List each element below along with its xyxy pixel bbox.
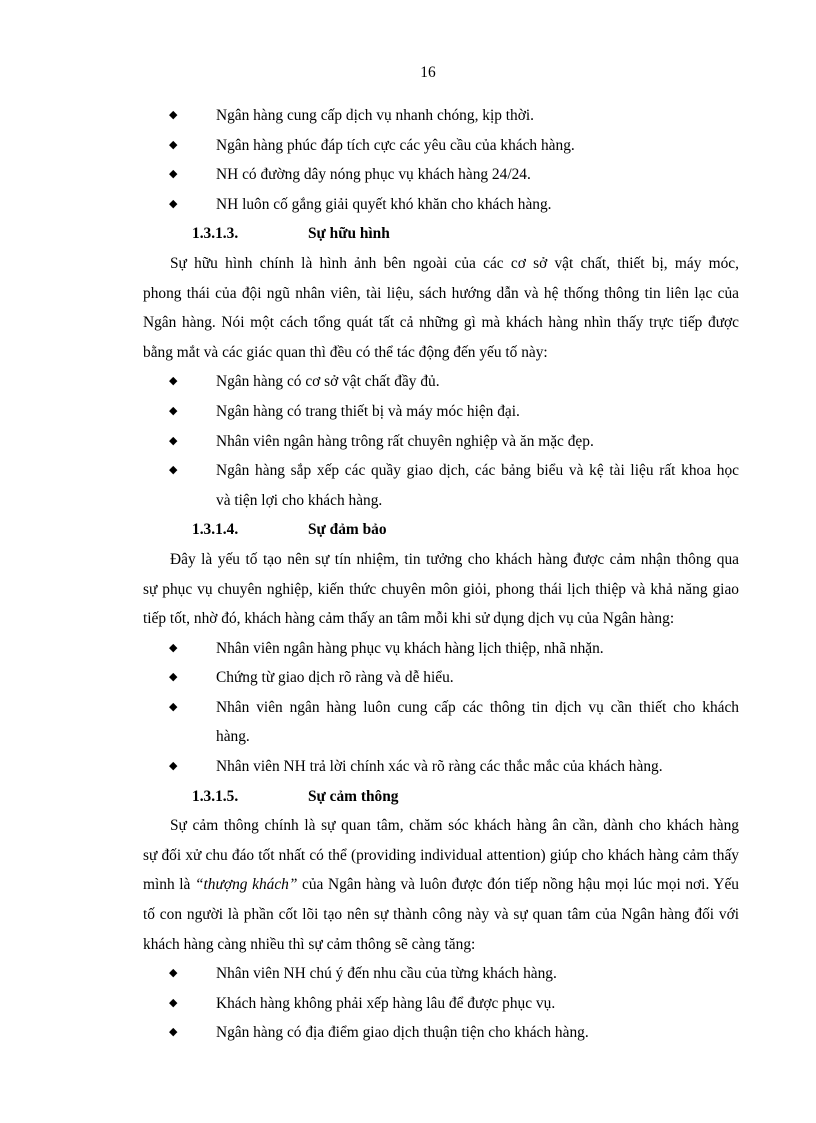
list-item: ◆ Ngân hàng cung cấp dịch vụ nhanh chóng, kịp thời.: [143, 101, 739, 131]
diamond-bullet-icon: ◆: [169, 760, 178, 773]
diamond-bullet-icon: ◆: [169, 996, 178, 1009]
diamond-bullet-icon: ◆: [169, 168, 178, 181]
list-item: ◆ Nhân viên NH chú ý đến nhu cầu của từng khách hàng.: [143, 959, 739, 989]
paragraph: Sự cảm thông chính là sự quan tâm, chăm sóc khách hàng ân cần, dành cho khách hàng sự đối xử chu đáo tốt nhất có thể (providing individual attention) giúp cho khách hàng cảm thấy mình là “thượng khách” của Ngân hàng và luôn được đón tiếp nồng hậu mọi lúc mọi nơi. Yếu tố con người là phần cốt lõi tạo nên sự thành công này và sự quan tâm của Ngân hàng đối với khách hàng càng nhiều thì sự cảm thông sẽ càng tăng:: [143, 817, 739, 953]
diamond-bullet-icon: ◆: [169, 375, 178, 388]
list-item: ◆ Ngân hàng có cơ sở vật chất đầy đủ.: [143, 367, 739, 397]
section-title: Sự hữu hình: [308, 225, 390, 243]
section-heading: [143, 219, 739, 249]
diamond-bullet-icon: ◆: [169, 1026, 178, 1039]
diamond-bullet-icon: ◆: [169, 138, 178, 151]
diamond-bullet-icon: ◆: [169, 404, 178, 417]
page-number: 16: [420, 64, 436, 81]
diamond-bullet-icon: ◆: [169, 109, 178, 121]
italic-phrase: “thượng khách”: [194, 876, 298, 894]
section-title: Sự đảm bảo: [308, 521, 387, 539]
list-item: ◆ NH luôn cố gắng giải quyết khó khăn cho khách hàng.: [143, 190, 739, 220]
section-number: 1.3.1.4.: [192, 521, 239, 539]
diamond-bullet-icon: ◆: [169, 700, 178, 713]
list-item: ◆ Ngân hàng phúc đáp tích cực các yêu cầu của khách hàng.: [143, 131, 739, 161]
diamond-bullet-icon: ◆: [169, 967, 178, 980]
page-content: [143, 101, 739, 1048]
section-heading: [143, 782, 739, 812]
list-item: ◆ Chứng từ giao dịch rõ ràng và dễ hiểu.: [143, 663, 739, 693]
section-title: Sự cảm thông: [308, 787, 399, 805]
diamond-bullet-icon: ◆: [169, 464, 178, 477]
diamond-bullet-icon: ◆: [169, 671, 178, 684]
list-item: ◆ Nhân viên ngân hàng trông rất chuyên nghiệp và ăn mặc đẹp.: [143, 427, 739, 457]
section-number: 1.3.1.5.: [192, 787, 239, 805]
list-item: ◆ Ngân hàng sắp xếp các quầy giao dịch, các bảng biểu và kệ tài liệu rất khoa học và tiện lợi cho khách hàng.: [143, 456, 739, 515]
diamond-bullet-icon: ◆: [169, 641, 178, 654]
diamond-bullet-icon: ◆: [169, 197, 178, 210]
list-item: ◆ Nhân viên ngân hàng phục vụ khách hàng lịch thiệp, nhã nhặn.: [143, 634, 739, 664]
list-item: ◆ Nhân viên ngân hàng luôn cung cấp các thông tin dịch vụ cần thiết cho khách hàng.: [143, 693, 739, 752]
list-item: ◆ Khách hàng không phải xếp hàng lâu để được phục vụ.: [143, 989, 739, 1019]
list-item: ◆ NH có đường dây nóng phục vụ khách hàng 24/24.: [143, 160, 739, 190]
list-item: ◆ Ngân hàng có trang thiết bị và máy móc hiện đại.: [143, 397, 739, 427]
section-number: 1.3.1.3.: [192, 225, 239, 243]
paragraph: Sự hữu hình chính là hình ảnh bên ngoài của các cơ sở vật chất, thiết bị, máy móc, phong thái của đội ngũ nhân viên, tài liệu, sách hướng dẫn và hệ thống thông tin liên lạc của Ngân hàng. Nói một cách tổng quát tất cả những gì mà khách hàng nhìn thấy trực tiếp được bằng mắt và các giác quan thì đều có thể tác động đến yếu tố này:: [143, 254, 739, 361]
paragraph: Đây là yếu tố tạo nên sự tín nhiệm, tin tưởng cho khách hàng được cảm nhận thông qua sự phục vụ chuyên nghiệp, kiến thức chuyên môn giỏi, phong thái lịch thiệp và khả năng giao tiếp tốt, nhờ đó, khách hàng cảm thấy an tâm mỗi khi sử dụng dịch vụ của Ngân hàng:: [143, 550, 739, 628]
diamond-bullet-icon: ◆: [169, 434, 178, 447]
list-item: ◆ Nhân viên NH trả lời chính xác và rõ ràng các thắc mắc của khách hàng.: [143, 752, 739, 782]
list-item: ◆ Ngân hàng có địa điểm giao dịch thuận tiện cho khách hàng.: [143, 1018, 739, 1048]
section-heading: [143, 515, 739, 545]
